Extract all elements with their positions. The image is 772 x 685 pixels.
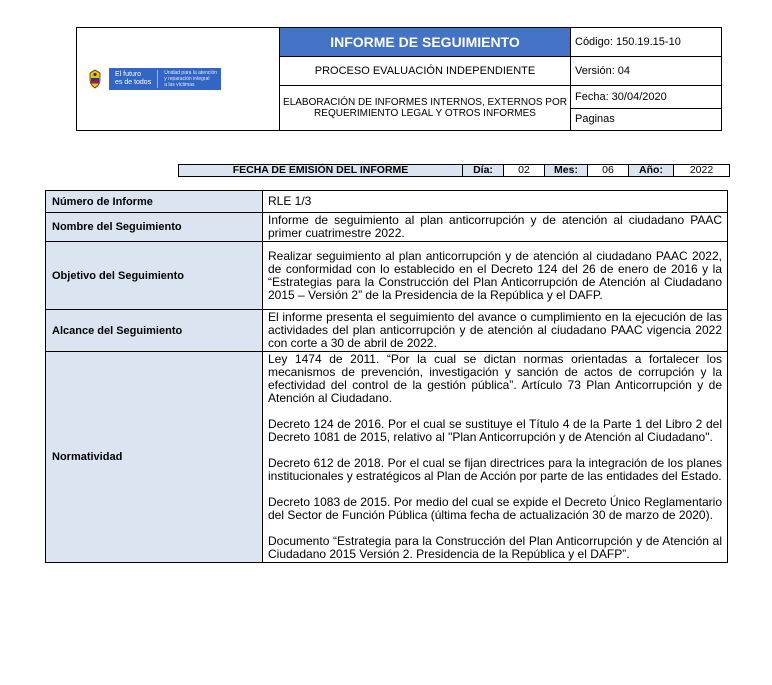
logo-tagline-1: Unidad para la atención (164, 70, 218, 76)
table-row (46, 352, 728, 563)
document-version: Versión: 04 (571, 57, 722, 86)
objective-label: Objetivo del Seguimiento (46, 242, 263, 310)
tracking-name-label: Nombre del Seguimiento (46, 213, 263, 242)
regulation-paragraph: Decreto 124 de 2016. Por el cual se sustituye el Título 4 de la Parte 1 del Libro 2 del Decreto 1081 de 2015, relativo al "Plan Anticorrupción y de Atención al Ciudadano". (268, 417, 722, 444)
document-date: Fecha: 30/04/2020 (571, 86, 722, 109)
month-value: 06 (588, 165, 629, 177)
elaboration-description: ELABORACIÓN DE INFORMES INTERNOS, EXTERNOS POR REQUERIMIENTO LEGAL Y OTROS INFORMES (280, 86, 571, 131)
day-label: Día: (463, 165, 504, 177)
colombia-crest-icon (87, 69, 103, 89)
document-pages: Paginas (571, 108, 722, 131)
report-number-value: RLE 1/3 (263, 191, 728, 213)
emission-date-bar (178, 164, 730, 177)
logo-tagline-3: a las víctimas (164, 82, 195, 88)
emission-date-label: FECHA DE EMISIÓN DEL INFORME (179, 165, 463, 177)
tracking-name-value: Informe de seguimiento al plan anticorrupción y de atención al ciudadano PAAC primer cuatrimestre 2022. (263, 213, 728, 242)
scope-value: El informe presenta el seguimiento del avance o cumplimiento en la ejecución de las actividades del plan anticorrupción y de atención al ciudadano PAAC vigencia 2022 con corte a 30 de abril de 2022. (263, 310, 728, 352)
logo-cell (77, 28, 280, 131)
table-row (46, 310, 728, 352)
logo-banner (109, 68, 221, 90)
regulation-paragraph: Ley 1474 de 2011. “Por la cual se dictan normas orientadas a fortalecer los mecanismos de prevención, investigación y sanción de actos de corrupción y la efectividad del control de la gestión pública”. Artículo 73 Plan Anticorrupción y de Atención al Ciudadano. (268, 352, 722, 405)
regulation-paragraph: Decreto 1083 de 2015. Por medio del cual se expide el Decreto Único Reglamentario del Sector de Función Pública (última fecha de actualización 30 de marzo de 2020). (268, 495, 722, 522)
institution-logo (77, 28, 279, 130)
year-label: Año: (629, 165, 674, 177)
report-info-table (45, 190, 728, 563)
document-title: INFORME DE SEGUIMIENTO (280, 28, 571, 57)
scope-label: Alcance del Seguimiento (46, 310, 263, 352)
logo-tagline-2: y reparación integral (164, 76, 210, 82)
month-label: Mes: (545, 165, 588, 177)
regulations-value (263, 352, 728, 563)
regulation-paragraph: Documento “Estrategia para la Construcción del Plan Anticorrupción y de Atención al Ciudadano 2015 Versión 2. Presidencia de la República y el DAFP”. (268, 534, 722, 561)
regulations-label: Normatividad (46, 352, 263, 563)
logo-line-2: es de todos (115, 79, 152, 86)
table-row (46, 191, 728, 213)
year-value: 2022 (674, 165, 730, 177)
table-row (46, 242, 728, 310)
document-header (76, 27, 722, 131)
regulation-paragraph: Decreto 612 de 2018. Por el cual se fijan directrices para la integración de los planes institucionales y estratégicos al Plan de Acción por parte de las entidades del Estado. (268, 456, 722, 483)
document-code: Código: 150.19.15-10 (571, 28, 722, 57)
logo-line-1: El futuro (115, 71, 142, 78)
objective-value: Realizar seguimiento al plan anticorrupción y de atención al ciudadano PAAC 2022, de conformidad con lo establecido en el Decreto 124 del 26 de enero de 2016 y la “Estrategias para la Construcción del Plan Anticorrupción de Atención al Ciudadano 2015 – Versión 2” de la Presidencia de la República y el DAFP. (263, 242, 728, 310)
process-name: PROCESO EVALUACIÓN INDEPENDIENTE (280, 57, 571, 86)
day-value: 02 (504, 165, 545, 177)
table-row (46, 213, 728, 242)
report-number-label: Número de Informe (46, 191, 263, 213)
